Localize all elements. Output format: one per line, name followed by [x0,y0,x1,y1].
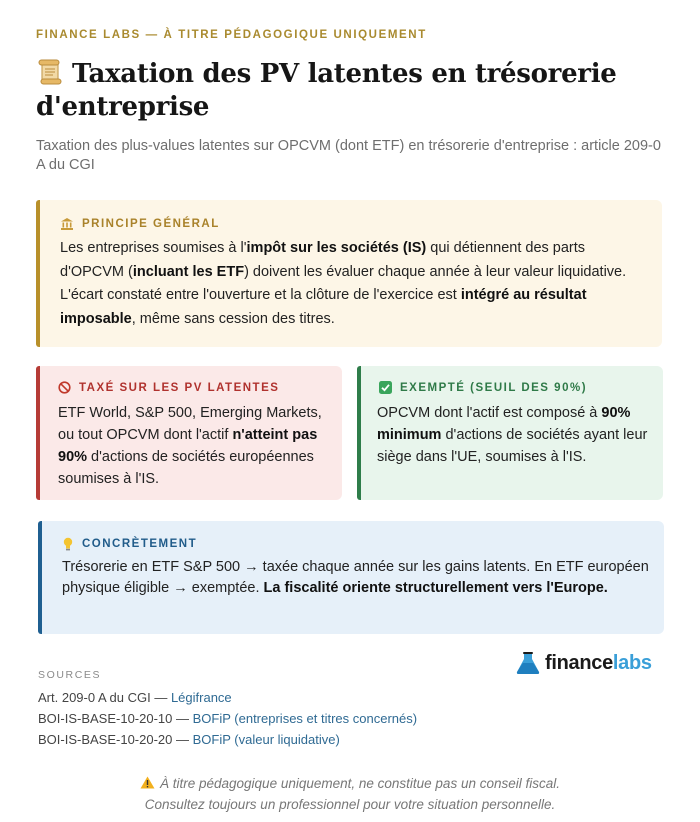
source-link-bofip-entreprises[interactable]: BOFiP (entreprises et titres concernés) [192,711,418,726]
kicker: FINANCE LABS — À TITRE PÉDAGOGIQUE UNIQUEMENT [36,29,427,41]
exempt-label: EXEMPTÉ (SEUIL DES 90%) [400,381,588,394]
taxe-label: TAXÉ SUR LES PV LATENTES [79,381,280,394]
logo-text-finance: finance [545,651,613,674]
subtitle: Taxation des plus-values latentes sur OPCVM (dont ETF) en trésorerie d'entreprise : article 209-0 A du CGI [36,138,661,173]
scroll-icon [36,59,64,85]
principe-label: PRINCIPE GÉNÉRAL [82,218,220,230]
taxe-text: ETF World, S&P 500, Emerging Markets, ou tout OPCVM dont l'actif n'atteint pas 90% d'actions de sociétés européennes soumises à l'IS. [58,405,322,487]
taxe-accent-bar [36,366,40,500]
source-item: BOI-IS-BASE-10-20-10 — BOFiP (entreprises et titres concernés) [38,711,418,726]
concret-text: Trésorerie en ETF S&P 500 → taxée chaque année sur les gains latents. En ETF européen physique éligible → exemptée. La fiscalité oriente structurellement vers l'Europe. [62,559,649,596]
prohibited-icon [58,381,71,394]
principe-text: Les entreprises soumises à l'impôt sur les sociétés (IS) qui détiennent des parts d'OPCVM (incluant les ETF) doivent les évaluer chaque année à leur valeur liquidative. L'écart constaté entre l'ouverture et la clôture de l'exercice est intégré au résultat imposable, même sans cession des titres. [60,240,627,327]
logo-text-labs: labs [612,651,652,674]
sources-label: SOURCES [38,669,102,681]
disclaimer-line-2: Consultez toujours un professionnel pour votre situation personnelle. [144,797,556,812]
principe-accent-bar [36,200,40,347]
taxe-header [58,381,279,394]
title-text: Taxation des PV latentes en trésorerie d'entreprise [36,59,617,122]
concret-label: CONCRÈTEMENT [82,538,198,550]
financelabs-logo [515,651,652,675]
disclaimer-line-1: À titre pédagogique uniquement, ne constitue pas un conseil fiscal. [159,776,560,791]
concret-header [62,537,197,551]
principe-header [60,217,220,231]
exempt-accent-bar [357,366,361,500]
concret-accent-bar [38,521,42,634]
exempt-text: OPCVM dont l'actif est composé à 90% minimum d'actions de sociétés ayant leur siège dans l'UE, soumises à l'IS. [377,405,648,465]
taxe-card [36,366,342,500]
source-link-bofip-valeur[interactable]: BOFiP (valeur liquidative) [192,732,340,747]
lightbulb-icon [62,537,74,551]
page-title [36,58,666,124]
principe-card [36,200,662,347]
concret-card [38,521,664,634]
source-item: Art. 209-0 A du CGI — Légifrance [38,690,232,705]
source-link-legifrance[interactable]: Légifrance [170,690,232,705]
flask-icon [515,651,541,675]
warning-icon [140,776,155,789]
source-item: BOI-IS-BASE-10-20-20 — BOFiP (valeur liquidative) [38,732,340,747]
temple-icon [60,217,74,231]
disclaimer [0,773,700,815]
check-icon [379,381,392,394]
exempt-card [357,366,663,500]
exempt-header [379,381,587,394]
